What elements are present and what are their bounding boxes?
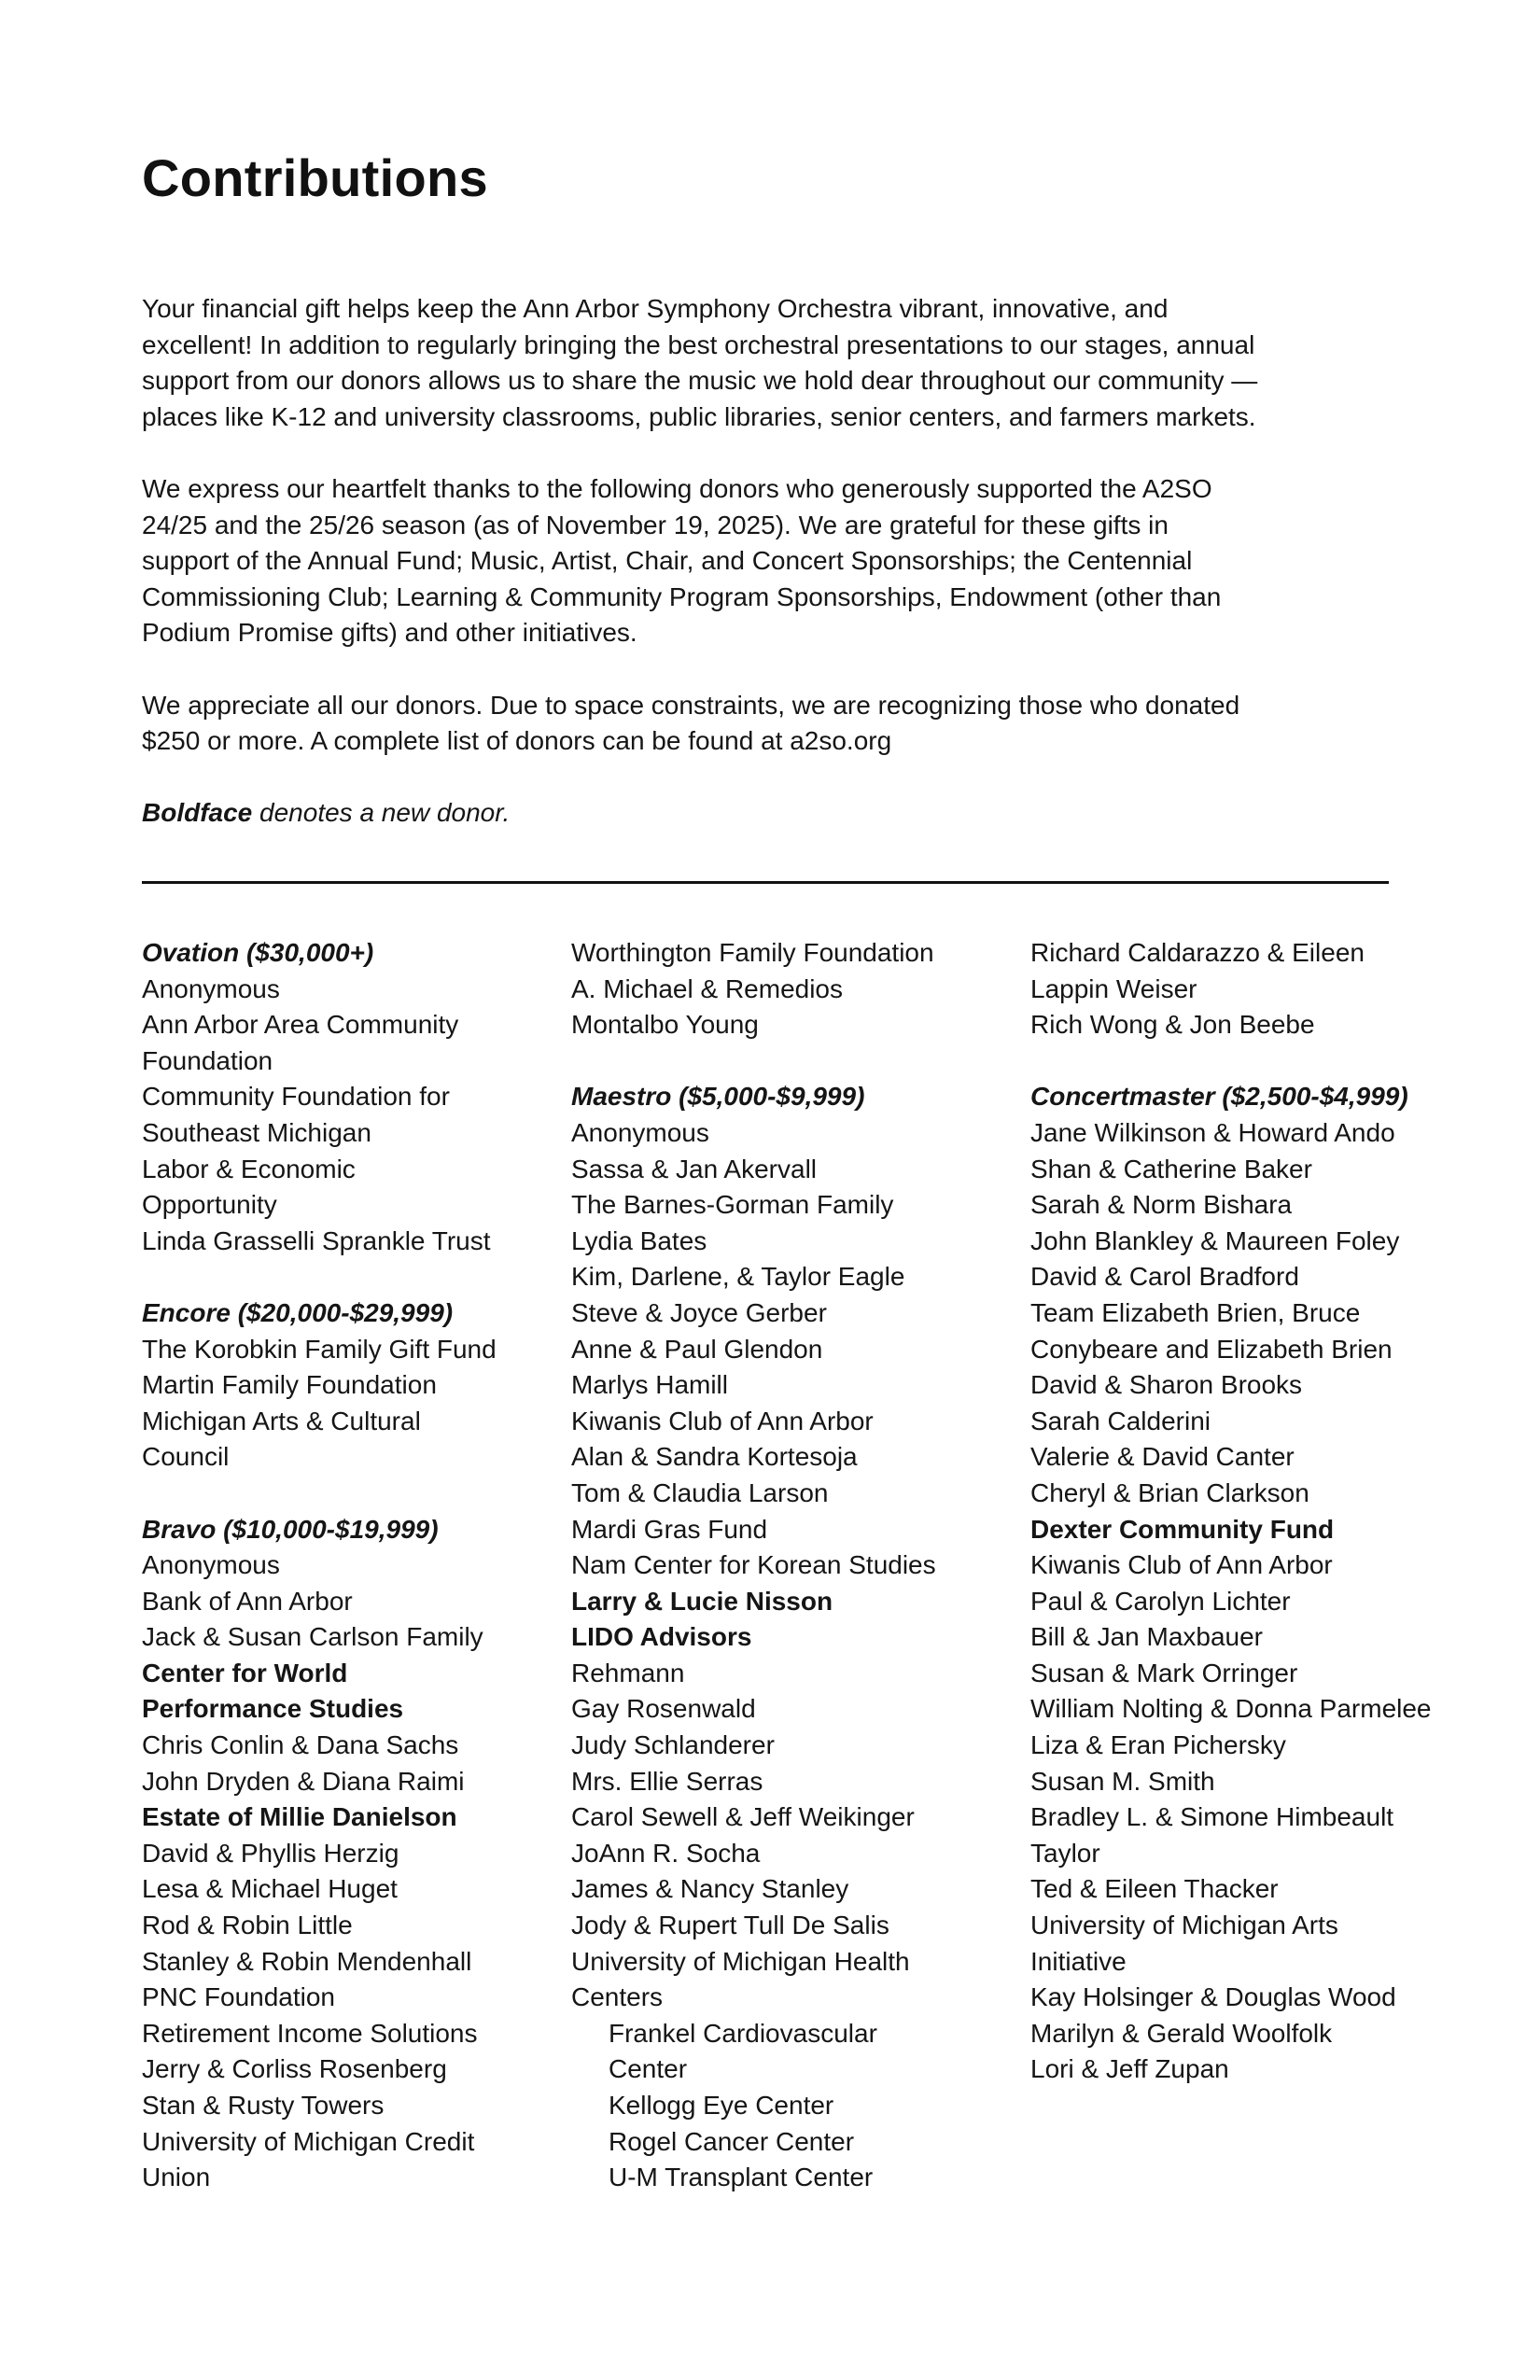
intro-line: support from our donors allows us to share the music we hold dear throughout our community — (142, 366, 1258, 396)
donor-name: Marilyn & Gerald Woolfolk (1030, 2018, 1333, 2048)
intro-line: excellent! In addition to regularly bringing the best orchestral presentations to our stages, annual (142, 329, 1255, 359)
donor-name: Center for World (142, 1658, 348, 1687)
spacer (1030, 1043, 1516, 1080)
donor-name: Center (609, 2054, 688, 2084)
donor-column-2 (571, 935, 1010, 2196)
donor-name: Dexter Community Fund (1030, 1514, 1335, 1544)
donor-name: Community Foundation for (142, 1082, 450, 1112)
donor-name: University of Michigan Credit (142, 2126, 475, 2156)
donor-name: University of Michigan Arts (1030, 1911, 1338, 1940)
donor-name: Jerry & Corliss Rosenberg (142, 2054, 447, 2084)
donor-name: Mrs. Ellie Serras (571, 1766, 763, 1796)
donor-name: Paul & Carolyn Lichter (1030, 1586, 1291, 1616)
intro-line: We appreciate all our donors. Due to space constraints, we are recognizing those who donated (142, 690, 1240, 720)
donor-name: Rehmann (571, 1658, 685, 1687)
donor-name: Anne & Paul Glendon (571, 1334, 823, 1364)
donor-name: John Dryden & Diana Raimi (142, 1766, 465, 1796)
donor-name: Lappin Weiser (1030, 973, 1197, 1003)
donor-name: Sarah & Norm Bishara (1030, 1190, 1293, 1220)
donor-name: Stan & Rusty Towers (142, 2091, 385, 2120)
donor-name: David & Carol Bradford (1030, 1262, 1299, 1292)
donor-name: Martin Family Foundation (142, 1370, 437, 1400)
donor-name: Kay Holsinger & Douglas Wood (1030, 1982, 1396, 2012)
donor-name: Larry & Lucie Nisson (571, 1586, 833, 1616)
donor-name: Performance Studies (142, 1694, 404, 1724)
donor-name: Susan & Mark Orringer (1030, 1658, 1298, 1687)
intro-line: We express our heartfelt thanks to the following donors who generously supported the A2SO (142, 473, 1212, 503)
donor-name: Ted & Eileen Thacker (1030, 1874, 1279, 1904)
intro-line: Commissioning Club; Learning & Community Program Sponsorships, Endowment (other than (142, 581, 1222, 611)
donor-name: Carol Sewell & Jeff Weikinger (571, 1802, 915, 1832)
donor-name: A. Michael & Remedios (571, 973, 844, 1003)
donor-name: Chris Conlin & Dana Sachs (142, 1730, 459, 1760)
donor-name: Retirement Income Solutions (142, 2018, 478, 2048)
donor-name: Montalbo Young (571, 1010, 759, 1040)
donor-name: Labor & Economic (142, 1154, 356, 1183)
donor-name: Worthington Family Foundation (571, 938, 934, 967)
donor-name: Jody & Rupert Tull De Salis (571, 1911, 889, 1940)
section-divider (142, 881, 1389, 884)
donor-name: The Korobkin Family Gift Fund (142, 1334, 497, 1364)
donor-name: Kiwanis Club of Ann Arbor (571, 1406, 874, 1435)
intro-paragraph-3 (142, 688, 1411, 760)
donor-name: JoAnn R. Socha (571, 1838, 761, 1868)
donor-name: Foundation (142, 1045, 273, 1075)
donor-name: Kim, Darlene, & Taylor Eagle (571, 1262, 905, 1292)
intro-line: Your financial gift helps keep the Ann Arbor Symphony Orchestra vibrant, innovative, and (142, 294, 1169, 323)
donor-name: Lori & Jeff Zupan (1030, 2054, 1229, 2084)
donor-name: Bill & Jan Maxbauer (1030, 1622, 1264, 1652)
donor-name: Kiwanis Club of Ann Arbor (1030, 1550, 1333, 1580)
donor-name: Tom & Claudia Larson (571, 1477, 829, 1507)
page-title: Contributions (142, 148, 488, 207)
donor-name: Alan & Sandra Kortesoja (571, 1442, 858, 1472)
intro-line: support of the Annual Fund; Music, Artist, Chair, and Concert Sponsorships; the Centennial (142, 546, 1193, 576)
spacer (142, 1259, 553, 1295)
donor-name: David & Sharon Brooks (1030, 1370, 1303, 1400)
donor-name: Lesa & Michael Huget (142, 1874, 398, 1904)
donor-name: LIDO Advisors (571, 1622, 752, 1652)
giving-level-heading: Maestro ($5,000-$9,999) (571, 1082, 865, 1112)
intro-paragraph-2 (142, 471, 1411, 651)
donor-name: Judy Schlanderer (571, 1730, 775, 1760)
spacer (142, 1476, 553, 1512)
donor-name: Rogel Cancer Center (609, 2126, 855, 2156)
donor-name: Valerie & David Canter (1030, 1442, 1295, 1472)
donor-name: Lydia Bates (571, 1225, 707, 1255)
donor-column-1 (142, 935, 553, 2196)
donor-name: James & Nancy Stanley (571, 1874, 849, 1904)
donor-name: Marlys Hamill (571, 1370, 728, 1400)
legend-bold-word: Boldface (142, 798, 253, 828)
donor-name: Steve & Joyce Gerber (571, 1297, 827, 1327)
donor-name: Bradley L. & Simone Himbeault (1030, 1802, 1394, 1832)
intro-paragraph-1 (142, 291, 1411, 435)
donor-name: Nam Center for Korean Studies (571, 1550, 936, 1580)
giving-level-heading: Bravo ($10,000-$19,999) (142, 1514, 439, 1544)
donor-name: Linda Grasselli Sprankle Trust (142, 1225, 491, 1255)
donor-name: Union (142, 2163, 211, 2192)
intro-line: places like K-12 and university classrooms, public libraries, senior centers, and farmers markets. (142, 401, 1256, 431)
intro-line: 24/25 and the 25/26 season (as of November 19, 2025). We are grateful for these gifts in (142, 510, 1169, 539)
donor-name: Council (142, 1442, 230, 1472)
intro-line: $250 or more. A complete list of donors can be found at a2so.org (142, 726, 892, 756)
donor-name: Susan M. Smith (1030, 1766, 1215, 1796)
donor-name: Rich Wong & Jon Beebe (1030, 1010, 1315, 1040)
giving-level-heading: Ovation ($30,000+) (142, 938, 374, 967)
donor-name: Ann Arbor Area Community (142, 1010, 459, 1040)
donor-name: Mardi Gras Fund (571, 1514, 768, 1544)
donor-name: Anonymous (142, 973, 280, 1003)
donor-name: Shan & Catherine Baker (1030, 1154, 1312, 1183)
donor-name: Frankel Cardiovascular (609, 2018, 877, 2048)
donor-name: John Blankley & Maureen Foley (1030, 1225, 1400, 1255)
donor-name: Stanley & Robin Mendenhall (142, 1946, 472, 1976)
donor-name: Sassa & Jan Akervall (571, 1154, 818, 1183)
giving-level-heading: Encore ($20,000-$29,999) (142, 1297, 454, 1327)
donor-name: Opportunity (142, 1190, 277, 1220)
donor-name: Gay Rosenwald (571, 1694, 756, 1724)
donor-name: PNC Foundation (142, 1982, 336, 2012)
donor-name: Richard Caldarazzo & Eileen (1030, 938, 1365, 967)
donor-name: Estate of Millie Danielson (142, 1802, 457, 1832)
donor-name: David & Phyllis Herzig (142, 1838, 399, 1868)
intro-line: Podium Promise gifts) and other initiatives. (142, 618, 637, 648)
donor-name: U-M Transplant Center (609, 2163, 874, 2192)
spacer (571, 1043, 1010, 1080)
donor-name: Liza & Eran Pichersky (1030, 1730, 1286, 1760)
donor-name: Jack & Susan Carlson Family (142, 1622, 483, 1652)
donor-name: Centers (571, 1982, 664, 2012)
donor-name: Rod & Robin Little (142, 1911, 353, 1940)
donor-name: Taylor (1030, 1838, 1100, 1868)
donor-name: Sarah Calderini (1030, 1406, 1211, 1435)
donor-name: Anonymous (571, 1117, 709, 1147)
donor-name: Jane Wilkinson & Howard Ando (1030, 1117, 1395, 1147)
donor-name: Kellogg Eye Center (609, 2091, 834, 2120)
donor-name: Team Elizabeth Brien, Bruce (1030, 1297, 1361, 1327)
donor-name: Initiative (1030, 1946, 1127, 1976)
donor-column-3 (1030, 935, 1516, 2088)
donor-name: University of Michigan Health (571, 1946, 910, 1976)
donor-name: The Barnes-Gorman Family (571, 1190, 894, 1220)
donor-name: Anonymous (142, 1550, 280, 1580)
giving-level-heading: Concertmaster ($2,500-$4,999) (1030, 1082, 1408, 1112)
donor-name: Southeast Michigan (142, 1117, 371, 1147)
donor-name: Michigan Arts & Cultural (142, 1406, 421, 1435)
donor-name: Conybeare and Elizabeth Brien (1030, 1334, 1393, 1364)
boldface-legend (142, 795, 1411, 832)
intro-text (142, 291, 1411, 832)
legend-description: denotes a new donor. (252, 798, 511, 828)
donor-name: Cheryl & Brian Clarkson (1030, 1477, 1309, 1507)
donor-name: William Nolting & Donna Parmelee (1030, 1694, 1432, 1724)
donor-name: Bank of Ann Arbor (142, 1586, 353, 1616)
